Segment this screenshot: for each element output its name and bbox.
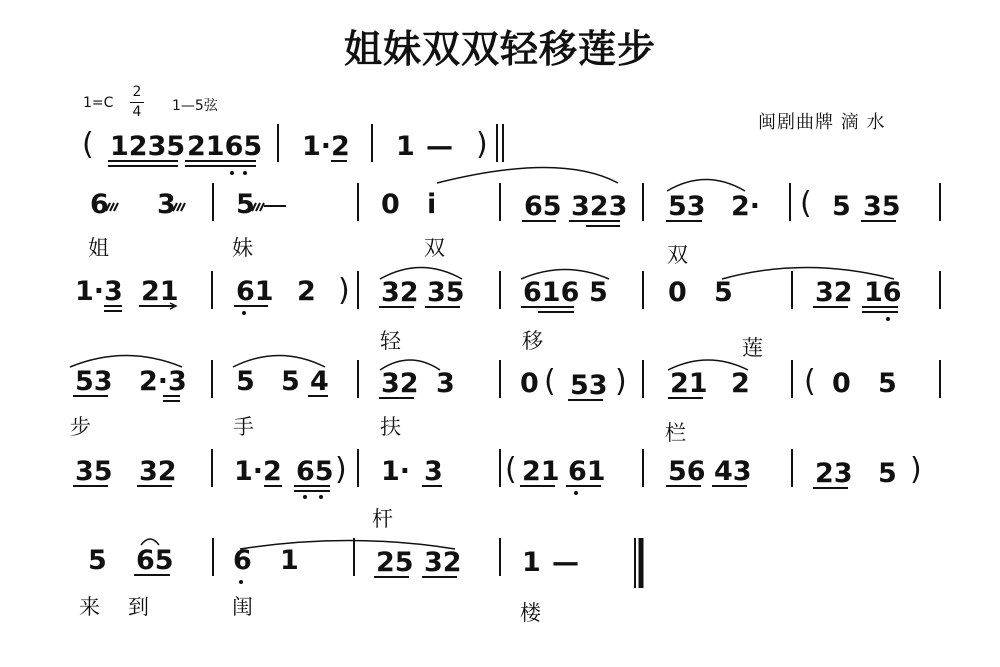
note: 65	[136, 545, 174, 576]
note: 43	[714, 456, 752, 487]
low-octave-dot	[243, 171, 247, 175]
note: 1·2	[234, 456, 282, 487]
note: 35	[863, 191, 901, 222]
lyric: 妹	[232, 236, 253, 260]
note: 1·	[381, 456, 411, 487]
note: 1·2	[302, 131, 350, 162]
lyric: 步	[70, 415, 91, 439]
lyric: 移	[522, 329, 543, 353]
note: 35	[75, 456, 113, 487]
dash: —	[552, 547, 579, 578]
lyric: 双	[667, 243, 688, 267]
note: 25	[376, 547, 414, 578]
note: 21	[522, 456, 560, 487]
lyric: 扶	[380, 415, 401, 439]
lyric: 来	[79, 595, 100, 619]
lyric: 双	[424, 236, 445, 260]
note: 32	[381, 277, 419, 308]
lyric: 莲	[742, 336, 763, 360]
note: 1	[280, 545, 299, 576]
low-octave-dot	[886, 317, 890, 321]
time-signature-top: 2	[132, 84, 142, 100]
paren-open: (	[804, 364, 816, 399]
note: 0	[520, 368, 539, 399]
note: 5	[236, 189, 255, 220]
note: 5	[714, 277, 733, 308]
paren-close: )	[335, 452, 347, 487]
lyric: 楼	[520, 601, 541, 625]
genre-label: 闽剧曲牌 滴 水	[758, 112, 886, 133]
low-octave-dot	[239, 580, 243, 584]
lyric: 闺	[232, 595, 253, 619]
lyric: 手	[233, 415, 254, 439]
note: 21	[670, 368, 708, 399]
low-octave-dot	[230, 171, 234, 175]
note: 35	[427, 277, 465, 308]
paren-close: )	[615, 364, 627, 399]
note: 0	[381, 189, 400, 220]
note: 53	[570, 370, 608, 401]
paren-open: (	[82, 127, 94, 162]
note: 5	[88, 545, 107, 576]
note: 16	[864, 277, 902, 308]
paren-open: (	[800, 186, 812, 221]
note: 61	[236, 276, 274, 307]
note: 6	[233, 545, 252, 576]
key-signature: 1=C	[83, 95, 114, 111]
low-octave-dot	[319, 495, 323, 499]
lyric: 到	[128, 595, 149, 619]
slur	[240, 541, 455, 550]
note: 3	[157, 189, 176, 220]
paren-close: )	[910, 452, 922, 487]
low-octave-dot	[303, 495, 307, 499]
lyric: 杆	[372, 507, 393, 531]
note: 5	[878, 368, 897, 399]
lyric: 轻	[380, 329, 401, 353]
note: 32	[424, 547, 462, 578]
note: 3	[436, 368, 455, 399]
note: 6	[90, 189, 109, 220]
dash: —	[426, 131, 453, 162]
note: 2	[297, 276, 316, 307]
note: 1·3	[75, 276, 123, 307]
note: 32	[381, 368, 419, 399]
string-range: 1—5弦	[172, 98, 218, 114]
note: 2	[731, 368, 750, 399]
slur	[437, 168, 618, 184]
lyric: 栏	[665, 421, 686, 445]
note: 5	[236, 366, 255, 397]
note: 5	[878, 458, 897, 489]
note: 2·3	[139, 366, 187, 397]
note: 23	[815, 458, 853, 489]
note: 1	[396, 131, 415, 162]
lyric: 姐	[88, 236, 109, 260]
note: 4	[310, 366, 329, 397]
note: 5	[281, 366, 300, 397]
note: 616	[523, 277, 580, 308]
note: 1	[522, 547, 541, 578]
song-title: 姐妹双双轻移莲步	[343, 27, 656, 71]
note: 5	[832, 191, 851, 222]
note: 2165	[187, 131, 263, 162]
note: 0	[832, 368, 851, 399]
note: 53	[668, 191, 706, 222]
note: 32	[815, 277, 853, 308]
note: 323	[571, 191, 628, 222]
note: 21	[141, 276, 179, 307]
note: i	[427, 189, 437, 220]
note: 2·	[731, 191, 761, 222]
note: 65	[296, 456, 334, 487]
low-octave-dot	[574, 491, 578, 495]
low-octave-dot	[242, 311, 246, 315]
paren-open: (	[505, 452, 517, 487]
paren-close: )	[338, 273, 350, 308]
paren-open: (	[544, 364, 556, 399]
note: 32	[139, 456, 177, 487]
note: 56	[668, 456, 706, 487]
note: 0	[668, 277, 687, 308]
note: 61	[568, 456, 606, 487]
note: 53	[75, 366, 113, 397]
time-signature-bottom: 4	[132, 104, 142, 120]
note: 65	[524, 191, 562, 222]
note: 3	[424, 456, 443, 487]
note: 1235	[110, 131, 186, 162]
note: 5	[589, 277, 608, 308]
slur	[667, 180, 745, 192]
paren-close: )	[476, 127, 488, 162]
